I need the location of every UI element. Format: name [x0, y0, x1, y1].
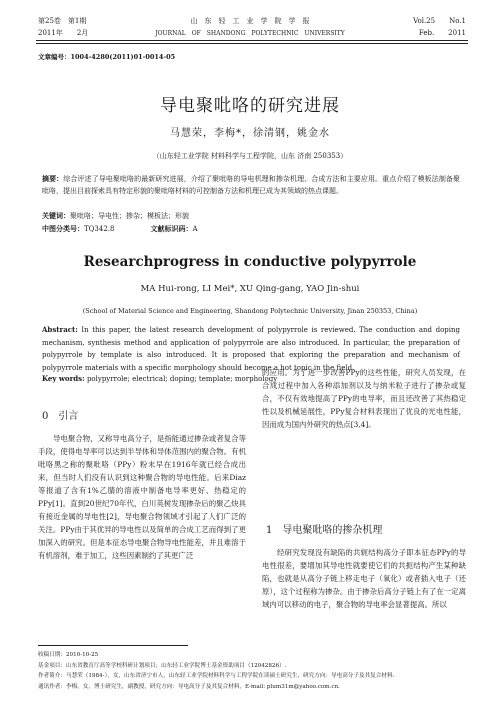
right-column-intro: 的应用。为了进一步改善PPy的这些性能，研究人员发现，在合成过程中加入各种添加剂以及与纳米粒子进行了掺杂或复合，不仅有效地提高了PPy的电导率，而且还改善了其热稳定性以及机械延展性，PPy复合材料表现出了优良的光电性能，因而成为国内外研究的热点[3,4]。 — [262, 368, 466, 429]
affiliation-en: (School of Material Science and Engineering, Shandong Polytechnic University, Jinan 250353, China) — [82, 307, 418, 315]
footnote-received: 收稿日期：2010-10-25 — [38, 652, 99, 658]
section-1-title: 1 导电聚吡咯的掺杂机理 — [266, 525, 383, 536]
abstract-cn-text: 综合评述了导电聚吡咯的最新研究进展，介绍了聚吡咯的导电机理和掺杂机理、合成方法和主要应用。重点介绍了模板法制备聚吡咯，提出目前探索具有特定形貌的聚吡咯材料的可控制备方法和机理已成为其领域的热点课题。 — [42, 175, 461, 195]
classification-label: 中图分类号： — [42, 224, 84, 233]
article-number: 文章编号：1004-4280(2011)01-0014-05 — [38, 53, 176, 61]
keywords-en-label: Key words: — [42, 374, 85, 383]
classification-value: TQ342.8 — [84, 225, 115, 233]
section-0-paragraph: 导电聚合物，又称导电高分子，是指能通过掺杂或者复合等手段，使得电导率可以达到半导体和导体范围内的聚合物。有机吡咯黑之称的聚吡咯（PPy）粉末早在1916年就已经合成出来，但当时人们没有认识到这种聚合物的导电性能。后来Diaz等报道了含有1%乙腈的溶液中制备电导率更好、热稳定的PPy[1]。直到20世纪70年代，白川英树发现掺杂后的聚乙炔具有接近金属的导电性[2]，导电聚合物领域才引起了人们广泛的关注。PPy由于其优异的导电性以及简单的合成工艺而得到了更加深入的研究。但是本征态导电聚合物导电性能差，并且难溶于有机溶剂，难于加工，这些因素制约了其更广泛 — [38, 434, 246, 560]
abstract-en-text: In this paper, the latest research development of polypyrrole is reviewed. The conduction and doping mechanism, synthesis method and application of polypyrrole are also introduced. In particular, the preparation of polypyrrole by template is also introduced. It is proposed that exploring the preparation and mechanism of polypyrrole materials with a specific morphology should become a hot topic in the field. — [42, 326, 460, 372]
title-en: Researchprogress in conductive polypyrrole — [83, 254, 417, 270]
header-rule — [36, 40, 468, 41]
footnotes — [38, 650, 468, 692]
authors-cn: 马慧荣，李梅*，徐清钢，姚金水 — [170, 128, 330, 139]
header-rule-thin — [36, 43, 468, 44]
keywords-en — [42, 374, 277, 383]
abstract-cn-label: 摘要： — [42, 174, 64, 183]
keywords-cn — [42, 211, 189, 221]
footnote-rule — [38, 645, 188, 646]
volume-issue-en: Vol.25 No.1 — [413, 17, 466, 25]
journal-title-cn: 山 东 轻 工 业 学 院 学 报 — [190, 17, 310, 25]
section-0-title: 0 引言 — [42, 411, 79, 422]
abstract-en-label: Abstract: — [42, 325, 78, 334]
keywords-cn-label: 关键词： — [42, 211, 70, 220]
section-1-paragraph: 经研究发现没有缺陷的共轭结构高分子即本征态PPy的导电性很差，要增加其导电性就要使它们的共扼结构产生某种缺陷，也就是从高分子链上移走电子（氧化）或者插入电子（还原），这个过程称为掺杂。由于掺杂后高分子链上有了在一定离域内可以移动的电子，聚合物的导电率会显著提高。所以 — [262, 548, 466, 609]
authors-en: MA Hui-rong, LI Mei*, XU Qing-gang, YAO Jin-shui — [140, 284, 360, 294]
classification-cn — [42, 224, 198, 234]
volume-issue-cn: 第25卷 第1期 — [38, 17, 87, 25]
journal-title-en: JOURNAL OF SHANDONG POLYTECHNIC UNIVERSITY — [155, 30, 345, 37]
year-month-cn: 2011年 2月 — [38, 29, 89, 37]
footnote-corresponding: 通讯作者：李梅，女，博士研究生，副教授，研究方向：导电高分子及其复合材料，E-mail: plum31m@yahoo.com.cn. — [38, 683, 340, 690]
title-cn: 导电聚吡咯的研究进展 — [160, 96, 340, 116]
date-en: Feb. 2011 — [418, 29, 466, 37]
abstract-cn — [42, 173, 460, 197]
doc-code-label: 文献标识码： — [150, 224, 193, 233]
keywords-en-text: polypyrrole; electrical; doping; template; morphology — [86, 375, 278, 383]
doc-code-value: A — [192, 225, 198, 233]
keywords-cn-text: 聚吡咯；导电性；掺杂；模板法；形貌 — [70, 212, 189, 220]
footnote-author: 作者简介：马慧荣（1984-），女，山东省济宁市人，山东轻工业学院材料科学与工程学院在读硕士研究生，研究方向：导电高分子及其复合材料. — [38, 673, 395, 679]
affiliation-cn: （山东轻工业学院 材料科学与工程学院，山东 济南 250353） — [152, 152, 348, 160]
footnote-fund: 基金项目：山东省教育厅高等学校科研计划项目；山东轻工业学院博士基金资助项目（12042826）. — [38, 662, 287, 669]
